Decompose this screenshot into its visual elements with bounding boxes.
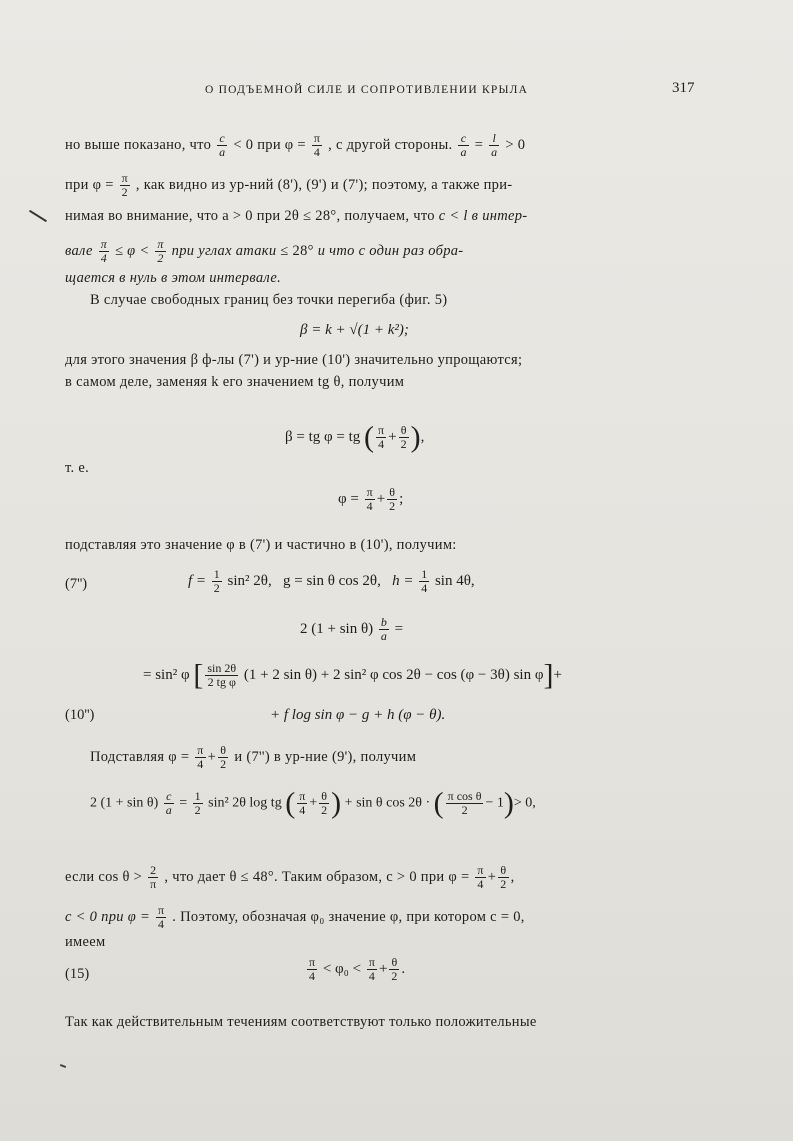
text-span: > 0 <box>505 136 526 153</box>
text-line-15: Так как действительным течениям соответствуют только положительные <box>65 1014 537 1030</box>
fraction: $\frac{c}{a}$ <box>219 131 226 159</box>
fraction: $\frac{\pi}{4}$ <box>313 131 321 159</box>
text-line-3 <box>65 208 715 225</box>
text-span: Подставляя <box>90 748 165 765</box>
text-span: h = <box>392 572 414 589</box>
text-span: φ = <box>338 490 359 507</box>
fraction: $\frac{2}{\pi}$ <box>150 863 157 891</box>
text-span: (1 + 2 sin θ) + 2 sin² φ cos 2θ − cos (φ − 3θ) sin φ <box>243 666 544 683</box>
text-span: > 0, <box>513 795 536 811</box>
fraction: $\frac{l}{a}$ <box>491 131 498 159</box>
page-header <box>0 80 793 104</box>
text-span: и (7'') в ур-ние (9'), получим <box>234 748 417 765</box>
text-line-12: если cos θ > $\frac{2}{\pi}$ , что дает θ ≤ 48°. Таким образом, c > 0 при φ = $\frac{\pi}{4}$ + $\frac{\theta}{2}$ , <box>65 863 515 891</box>
text-span: + sin θ cos 2θ · <box>344 795 431 811</box>
text-span: = sin² φ <box>143 666 190 683</box>
equation-7 <box>188 568 475 595</box>
fraction: $\frac{1}{4}$ <box>421 567 428 595</box>
fraction: $\frac{\theta}{2}$ <box>391 955 398 983</box>
text-span: = <box>474 136 484 153</box>
text-line-9: т. е. <box>65 460 90 476</box>
text-line-4 <box>65 238 715 265</box>
text-span: sin 4θ, <box>434 572 475 589</box>
fraction: $\frac{b}{a}$ <box>380 615 387 643</box>
text-line-13 <box>65 904 715 931</box>
margin-pencil-mark <box>29 210 47 222</box>
text-line-5: щается в нуль в этом интервале. <box>65 270 282 286</box>
italic-span: вале <box>65 242 93 259</box>
text-span: 2 (1 + sin θ) <box>90 795 159 811</box>
text-span: при φ = <box>65 176 114 193</box>
fraction: $\frac{\pi}{2}$ <box>157 237 164 265</box>
equation-number-10: (10'') <box>65 707 95 723</box>
fraction: $\frac{\pi}{4}$ <box>378 423 385 451</box>
fraction: $\frac{\theta}{2}$ <box>500 863 507 891</box>
text-span: 2 (1 + sin θ) <box>300 620 374 637</box>
text-span: c < 0 при φ = <box>65 908 151 925</box>
text-line-14: имеем <box>65 934 106 950</box>
text-span: но выше показано, что <box>65 136 212 153</box>
fraction: $\frac{\theta}{2}$ <box>389 485 396 513</box>
italic-span: ≤ φ < <box>114 242 150 259</box>
text-span: . Поэтому, обозначая φ₀ значение φ, при котором c = 0, <box>172 908 525 925</box>
fraction: $\frac{\pi}{2}$ <box>121 171 128 199</box>
equation-10-top <box>300 616 403 643</box>
text-span: φ = <box>168 748 190 765</box>
equation-15: $\frac{\pi}{4}$ < φ₀ < $\frac{\pi}{4}$ + $\frac{\theta}{2}$ . <box>309 955 406 983</box>
text-span: если cos θ > <box>65 868 143 885</box>
italic-span: c < l в интер- <box>438 208 528 224</box>
text-span: β = tg φ = tg <box>285 428 361 445</box>
text-line-1 <box>65 132 715 159</box>
text-span: − 1 <box>485 795 504 811</box>
text-line-2 <box>65 172 715 199</box>
fraction: $\frac{c}{a}$ <box>460 131 467 159</box>
fraction: $\frac{\theta}{2}$ <box>220 743 227 771</box>
fraction: $\frac{\theta}{2}$ <box>400 423 407 451</box>
text-span: = <box>394 620 404 637</box>
text-line-11: Подставляя φ = $\frac{\pi}{4}$ + $\frac{\theta}{2}$ и (7'') в ур-ние (9'), получим <box>90 743 417 771</box>
fraction: $\frac{1}{2}$ <box>194 789 201 817</box>
fraction: $\frac{\pi}{4}$ <box>100 237 108 265</box>
text-line-6: В случае свободных границ без точки перегиба (фиг. 5) <box>90 292 448 308</box>
equation-10-bottom: + f log sin φ − g + h (φ − θ). <box>270 707 446 723</box>
fraction: $\frac{\pi}{4}$ <box>366 485 373 513</box>
equation-tg: β = tg φ = tg ( $\frac{\pi}{4}$ + $\frac{\theta}{2}$ ), <box>285 420 425 454</box>
fraction: $\frac{1}{2}$ <box>213 567 220 595</box>
fraction: $\frac{\pi}{4}$ <box>309 955 316 983</box>
text-span: нимая во внимание, что a > 0 при 2θ ≤ 28°, получаем, что <box>65 208 435 224</box>
fraction: $\frac{\pi}{4}$ <box>368 955 375 983</box>
text-span: sin² 2θ log tg <box>208 795 282 811</box>
text-span: < φ₀ < <box>322 960 362 977</box>
margin-smudge <box>60 1064 66 1068</box>
italic-span: и что c один раз обра- <box>317 242 464 259</box>
text-span: = <box>179 795 188 811</box>
equation-number-7: (7'') <box>65 576 88 592</box>
text-span: , что дает θ ≤ 48°. Таким образом, c > 0 при φ = <box>164 868 470 885</box>
text-span: ≤ 28° <box>280 242 314 259</box>
text-span: sin² 2θ, <box>227 572 272 589</box>
text-line-7: для этого значения β ф-лы (7') и ур-ние (10') значительно упрощаются; <box>65 352 523 368</box>
text-span: , с другой стороны. <box>328 136 453 153</box>
text-line-10: подставляя это значение φ в (7') и частично в (10'), получим: <box>65 537 457 553</box>
equation-10-middle: = sin² φ [ $\frac{\sin 2\theta}{\text{2 tg φ}}$ (1 + 2 sin θ) + 2 sin² φ cos 2θ − cos (φ − 3θ) sin φ]+ <box>143 658 562 692</box>
italic-span: при углах атаки <box>171 242 277 259</box>
fraction: $\frac{\pi}{4}$ <box>197 743 204 771</box>
fraction: $\frac{\pi}{4}$ <box>158 903 165 931</box>
fraction: $\frac{\text{π cos θ}}{2}$ <box>447 789 482 817</box>
text-line-8: в самом деле, заменяя k его значением tg θ, получим <box>65 374 405 390</box>
fraction: $\frac{c}{a}$ <box>165 789 172 817</box>
fraction: $\frac{\sin 2\theta}{\text{2 tg φ}}$ <box>207 661 237 689</box>
equation-9: 2 (1 + sin θ) $\frac{c}{a}$ = $\frac{1}{2}$ sin² 2θ log tg ( $\frac{\pi}{4}$ + $\frac{\theta}{2}$ ) + sin θ cos 2θ · ( $\frac{\text{π cos θ}}{2}$ − 1)> 0, <box>90 786 536 820</box>
page-number: 317 <box>672 80 695 96</box>
fraction: $\frac{\pi}{4}$ <box>477 863 484 891</box>
text-span: < 0 при φ = <box>233 136 306 153</box>
text-span: , как видно из ур-ний (8'), (9') и (7'); поэтому, а также при- <box>135 176 513 193</box>
equation-beta: β = k + √(1 + k²); <box>300 322 409 338</box>
fraction: $\frac{\theta}{2}$ <box>321 789 328 817</box>
fraction: $\frac{\pi}{4}$ <box>299 789 306 817</box>
text-span: g = sin θ cos 2θ, <box>282 572 381 589</box>
text-span: f = <box>188 572 207 589</box>
equation-number-15: (15) <box>65 966 90 982</box>
running-head: О ПОДЪЕМНОЙ СИЛЕ И СОПРОТИВЛЕНИИ КРЫЛА <box>205 84 529 96</box>
equation-phi: φ = $\frac{\pi}{4}$ + $\frac{\theta}{2}$ ; <box>338 485 404 513</box>
